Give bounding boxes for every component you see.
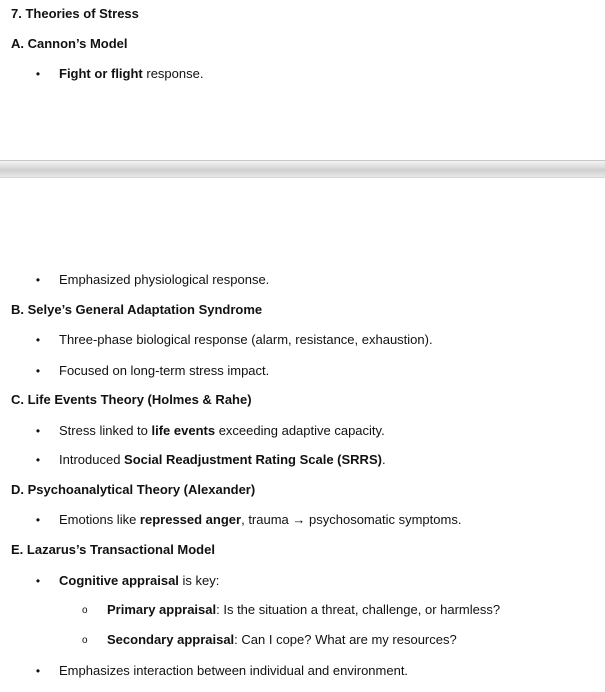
list-item-text [59, 452, 386, 468]
text-run: Stress linked to [59, 423, 152, 438]
bold-term: Social Readjustment Rating Scale (SRRS) [124, 452, 382, 467]
bullet-icon: • [35, 67, 41, 81]
bullet-icon: • [35, 424, 41, 438]
heading-selye-gas: B. Selye’s General Adaptation Syndrome [11, 302, 263, 317]
bold-term: Secondary appraisal [107, 632, 235, 647]
bullet-icon: • [35, 453, 41, 467]
section-title: 7. Theories of Stress [11, 6, 139, 21]
hollow-bullet-icon: o [82, 635, 88, 646]
text-run: Emotions like [59, 512, 140, 527]
text-run: Introduced [59, 452, 125, 467]
heading-lazarus: E. Lazarus’s Transactional Model [11, 542, 215, 557]
bold-term: repressed anger [139, 512, 242, 527]
list-item-text [59, 512, 461, 528]
bullet-icon: • [35, 664, 41, 678]
text-run: response. [142, 66, 204, 81]
heading-cannons-model: A. Cannon’s Model [11, 36, 128, 51]
bullet-icon: • [35, 333, 41, 347]
list-item-text: Emphasized physiological response. [59, 272, 270, 287]
bullet-icon: • [35, 273, 41, 287]
bold-term: Fight or flight [59, 66, 143, 81]
text-run: : Can I cope? What are my resources? [234, 632, 457, 647]
list-item-text: Focused on long-term stress impact. [59, 363, 270, 378]
bullet-icon: • [35, 574, 41, 588]
bullet-icon: • [35, 364, 41, 378]
text-run: , trauma → psychosomatic symptoms. [241, 512, 462, 527]
list-item-text: Three-phase biological response (alarm, resistance, exhaustion). [59, 332, 433, 347]
bullet-icon: • [35, 513, 41, 527]
hollow-bullet-icon: o [82, 605, 88, 616]
bold-term: Primary appraisal [107, 602, 217, 617]
heading-psychoanalytical: D. Psychoanalytical Theory (Alexander) [11, 482, 256, 497]
list-item-text: Emphasizes interaction between individual and environment. [59, 663, 409, 678]
text-run: . [381, 452, 386, 467]
bold-term: Cognitive appraisal [59, 573, 179, 588]
list-item-text [59, 423, 385, 439]
list-item-text [59, 573, 219, 589]
sub-list-item-text [107, 602, 500, 618]
sub-list-item-text [107, 632, 457, 648]
heading-life-events: C. Life Events Theory (Holmes & Rahe) [11, 392, 252, 407]
text-run: : Is the situation a threat, challenge, or harmless? [216, 602, 501, 617]
page-break [0, 160, 605, 178]
bold-term: life events [151, 423, 216, 438]
text-run: exceeding adaptive capacity. [215, 423, 385, 438]
list-item-text [59, 66, 203, 82]
text-run: is key: [178, 573, 220, 588]
